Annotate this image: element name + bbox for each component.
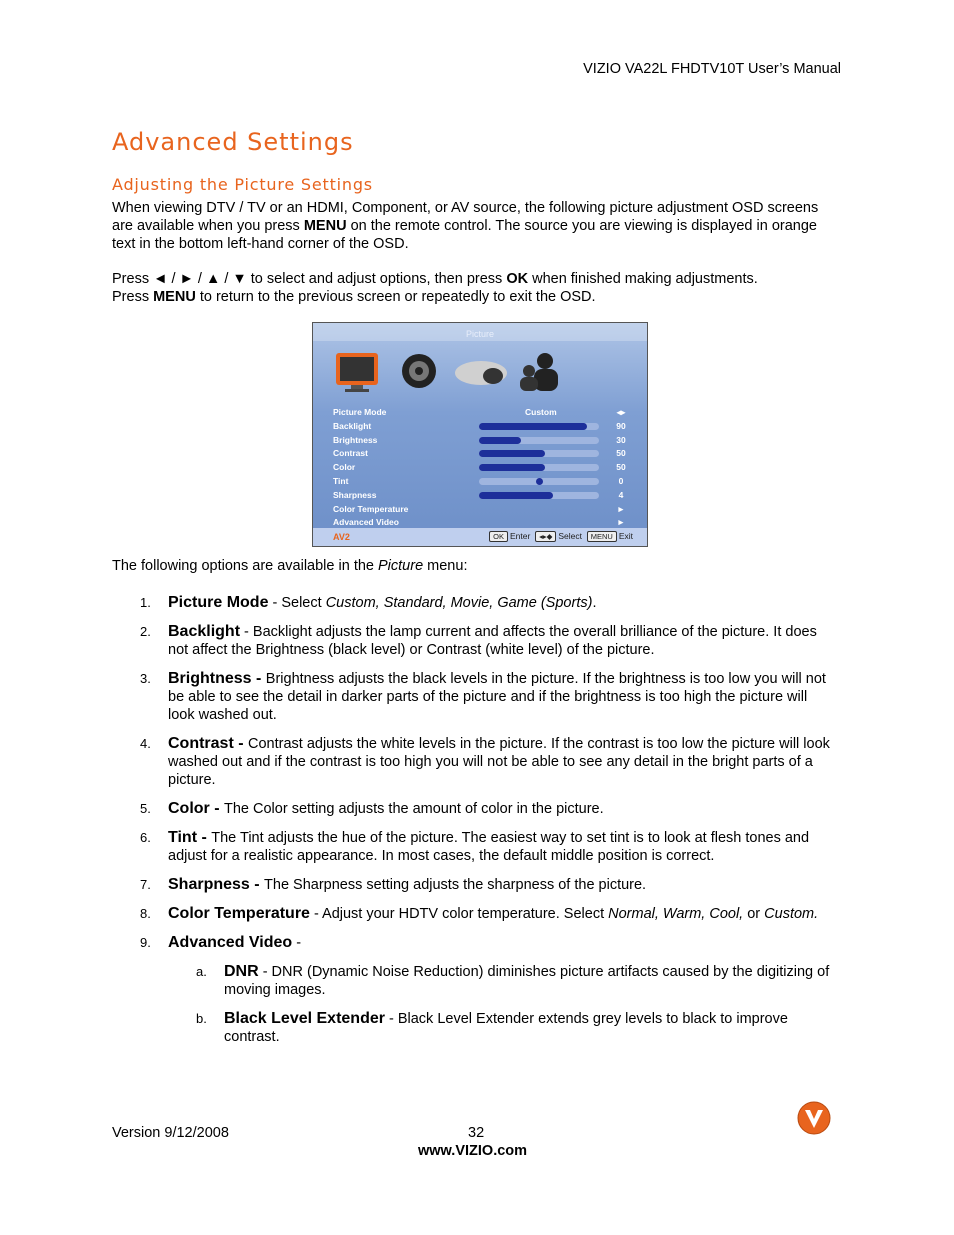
- osd-row-value: 4: [618, 489, 624, 500]
- list-item-term: Picture Mode: [168, 594, 269, 611]
- list-item-text: The Tint adjusts the hue of the picture. The easiest way to set tint is to look at flesh tones and adjust for a realistic appearance. In most cases, the default middle position is correct.: [168, 830, 810, 864]
- page-heading: Advanced Settings: [112, 128, 354, 156]
- osd-row-value: 50: [616, 448, 626, 459]
- remote-settings-icon: [453, 349, 509, 395]
- osd-slider-track: [479, 437, 599, 444]
- sub-list-item: [112, 963, 832, 999]
- ok-key: OK: [489, 531, 508, 542]
- menu-key: MENU: [587, 531, 617, 542]
- vizio-logo-icon: [797, 1101, 831, 1135]
- list-item-term: Brightness -: [168, 670, 266, 687]
- users-icon: [515, 349, 567, 395]
- list-item-number: 4.: [140, 736, 151, 751]
- list-item-text: - Backlight adjusts the lamp current and affects the overall brilliance of the picture. It does not affect the Brightness (black level) or Contrast (white level) of the picture.: [168, 624, 817, 658]
- sub-list-item-term: DNR: [224, 963, 259, 980]
- sub-list-item-text: - DNR (Dynamic Noise Reduction) diminishes picture artifacts caused by the digitizing of moving images.: [224, 964, 830, 998]
- sub-list-item: [112, 1010, 832, 1046]
- list-item-text: Brightness adjusts the black levels in the picture. If the brightness is too low you will not be able to see the detail in darker parts of the picture and if the brightness is too high the picture will look washed out.: [168, 671, 826, 723]
- list-item-emphasis: Custom, Standard, Movie, Game (Sports): [325, 595, 593, 611]
- osd-slider-track: [479, 464, 599, 471]
- osd-row-label: Brightness: [333, 434, 378, 445]
- osd-row-value: ►: [616, 517, 626, 528]
- sub-list-item-term: Black Level Extender: [224, 1010, 385, 1027]
- osd-slider-track: [479, 450, 599, 457]
- osd-slider-track: [479, 423, 599, 430]
- intro-paragraph-1: When viewing DTV / TV or an HDMI, Component, or AV source, the following picture adjustment OSD screens are available when you press MENU on the remote control. The source you are viewing is displayed in orange text in the bottom left-hand corner of the OSD.: [112, 200, 819, 252]
- manual-title: VIZIO VA22L FHDTV10T User’s Manual: [583, 61, 841, 77]
- osd-row-label: Backlight: [333, 420, 372, 431]
- list-item-text: Contrast adjusts the white levels in the picture. If the contrast is too low the picture will look washed out and if the contrast is too high you will not be able to see any detail in the bright parts of a picture.: [168, 736, 830, 788]
- osd-slider-fill: [479, 450, 545, 457]
- list-item-text: or: [743, 906, 765, 922]
- list-item-number: 6.: [140, 830, 151, 845]
- osd-source-label: AV2: [333, 532, 350, 542]
- arrow-keys: ◂▸◆: [535, 531, 556, 542]
- section-heading: Adjusting the Picture Settings: [112, 175, 373, 194]
- osd-slider-track: [479, 492, 599, 499]
- osd-row-label: Contrast: [333, 448, 368, 459]
- list-item-term: Backlight: [168, 623, 241, 640]
- list-item-number: 3.: [140, 671, 151, 686]
- options-list: [112, 594, 832, 1057]
- osd-slider-fill: [479, 464, 545, 471]
- list-item-number: 7.: [140, 877, 151, 892]
- list-item-emphasis: Normal, Warm, Cool,: [608, 906, 744, 922]
- list-item: [112, 934, 832, 952]
- footer-page-number: 32: [468, 1125, 485, 1141]
- list-item-text: .: [592, 595, 597, 611]
- footer-version: Version 9/12/2008: [112, 1125, 229, 1141]
- osd-slider-track: [479, 478, 599, 485]
- list-item-text: - Adjust your HDTV color temperature. Select: [309, 906, 609, 922]
- osd-row-label: Color: [333, 462, 356, 473]
- intro-paragraph-2: Press ◄ / ► / ▲ / ▼ to select and adjust options, then press OK when finished making adjustments. Press MENU to return to the previous screen or repeatedly to exit the OSD.: [112, 271, 758, 305]
- osd-row-value: ►: [616, 503, 626, 514]
- options-intro: The following options are available in the Picture menu:: [112, 558, 468, 574]
- list-item: [112, 623, 832, 659]
- list-item-text: - Select: [268, 595, 326, 611]
- osd-row-label: Sharpness: [333, 489, 377, 500]
- sub-list-item-text: - Black Level Extender extends grey levels to black to improve contrast.: [224, 1011, 788, 1045]
- list-item-number: 1.: [140, 595, 151, 610]
- list-item: [112, 735, 832, 789]
- list-item-text: The Color setting adjusts the amount of color in the picture.: [224, 801, 604, 817]
- tv-icon: [333, 349, 383, 395]
- osd-slider-thumb: [536, 478, 543, 485]
- osd-picture-menu: [312, 322, 648, 547]
- osd-row-label: Picture Mode: [333, 407, 387, 417]
- osd-row-value: 0: [618, 476, 624, 486]
- list-item-term: Color Temperature: [168, 905, 310, 922]
- footer-url: www.VIZIO.com: [418, 1143, 528, 1159]
- osd-slider-fill: [479, 492, 553, 499]
- list-item-text: -: [292, 935, 302, 951]
- list-item-emphasis: Custom.: [764, 906, 819, 922]
- list-item: [112, 905, 832, 923]
- osd-slider-fill: [479, 437, 521, 444]
- list-item-number: 9.: [140, 935, 151, 950]
- list-item: [112, 829, 832, 865]
- list-item-term: Advanced Video: [168, 934, 293, 951]
- osd-row-value: 50: [616, 462, 626, 473]
- list-item-term: Color -: [168, 800, 224, 817]
- list-item-number: 8.: [140, 906, 151, 921]
- osd-row-label: Advanced Video: [333, 517, 399, 528]
- list-item-term: Contrast -: [168, 735, 248, 752]
- list-item-term: Sharpness -: [168, 876, 265, 893]
- list-item-term: Tint -: [168, 829, 212, 846]
- osd-title: Picture: [465, 329, 494, 339]
- osd-row-label: Tint: [333, 476, 349, 486]
- list-item-text: The Sharpness setting adjusts the sharpness of the picture.: [264, 877, 647, 893]
- osd-select-arrows: ◂▸: [616, 407, 626, 417]
- sub-list-item-letter: b.: [196, 1011, 207, 1026]
- sub-list-item-letter: a.: [196, 964, 207, 979]
- osd-row-value: 30: [616, 434, 626, 445]
- osd-help-bar: OK Enter ◂▸◆ Select MENU Exit: [489, 531, 633, 542]
- list-item-number: 5.: [140, 801, 151, 816]
- list-item: [112, 670, 832, 724]
- osd-picture-mode-value: Custom: [525, 407, 557, 417]
- osd-slider-fill: [479, 423, 587, 430]
- list-item: [112, 594, 832, 612]
- speaker-icon: [397, 349, 443, 395]
- list-item-number: 2.: [140, 624, 151, 639]
- osd-row-label: Color Temperature: [333, 503, 409, 514]
- osd-row-value: 90: [616, 420, 626, 431]
- list-item: [112, 800, 832, 818]
- list-item: [112, 876, 832, 894]
